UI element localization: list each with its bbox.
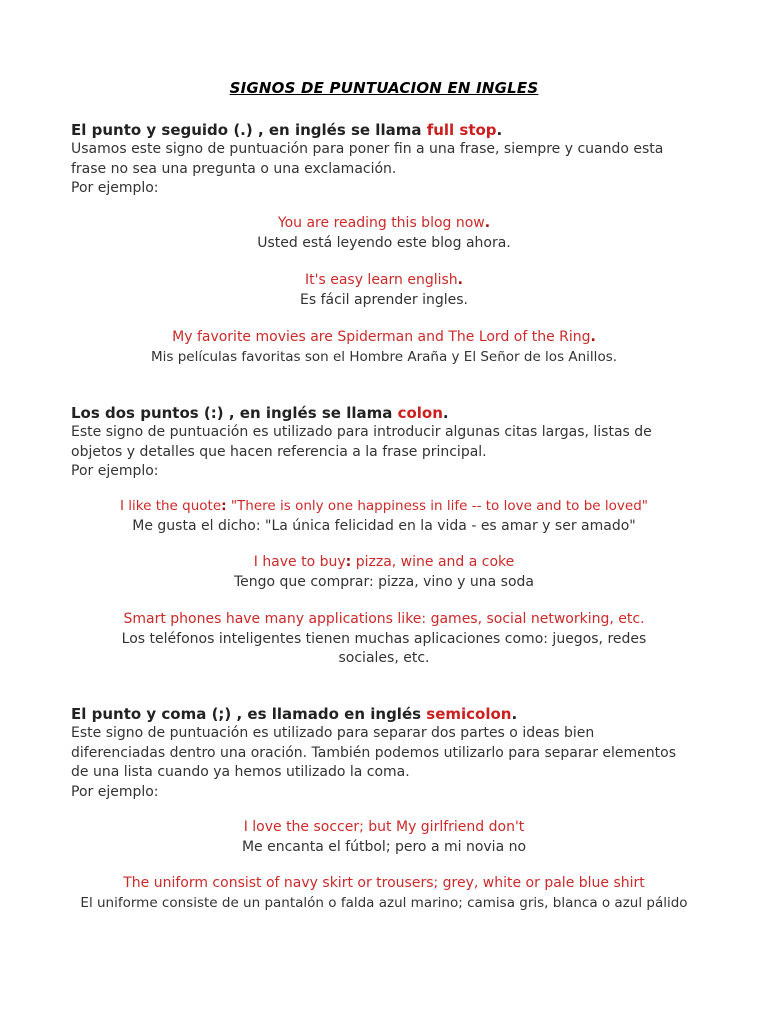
heading-text: El punto y coma (;) , es llamado en inglés — [71, 705, 427, 723]
example-block — [40, 497, 728, 536]
example-block — [40, 818, 728, 857]
heading-text: El punto y seguido (.) , en inglés se llama — [71, 121, 427, 139]
spanish-translation: Me encanta el fútbol; pero a mi novia no — [241, 838, 527, 855]
english-sentence: The uniform consist of navy skirt or trousers; grey, white or pale blue shirt — [123, 875, 645, 891]
english-sentence — [40, 497, 728, 517]
section-description: Usamos este signo de puntuación para poner fin a una frase, siempre y cuando esta frase no sea una pregunta o una exclamación. — [71, 141, 664, 177]
english-sentence: Smart phones have many applications like: games, social networking, etc. — [123, 611, 645, 627]
example-block — [90, 610, 678, 669]
punctuation-mark: . — [590, 329, 596, 345]
spanish-translation: Los teléfonos inteligentes tienen muchas aplicaciones como: juegos, redes sociales, etc. — [121, 630, 647, 666]
example-block — [80, 874, 688, 913]
example-block — [40, 271, 728, 310]
english-text: I have to buy — [253, 554, 346, 570]
section-semicolon — [71, 704, 691, 802]
heading-suffix: . — [496, 121, 503, 139]
spanish-translation: Mis películas favoritas son el Hombre Araña y El Señor de los Anillos. — [150, 348, 618, 365]
example-block — [40, 553, 728, 592]
punctuation-mark: . — [457, 272, 463, 288]
section-heading — [71, 403, 691, 423]
term-semicolon: semicolon — [426, 705, 512, 723]
example-label: Por ejemplo: — [71, 180, 159, 196]
spanish-translation: Me gusta el dicho: "La única felicidad en la vida - es amar y ser amado" — [132, 517, 636, 534]
english-text-continued: "There is only one happiness in life -- to love and to be loved" — [226, 498, 648, 514]
spanish-translation: Tengo que comprar: pizza, vino y una soda — [233, 573, 535, 590]
english-text: I like the quote — [120, 498, 222, 514]
example-block — [40, 328, 728, 367]
page-title: SIGNOS DE PUNTUACION EN INGLES — [229, 79, 539, 97]
section-heading — [71, 120, 691, 140]
english-text: It's easy learn english — [305, 272, 458, 288]
section-description: Este signo de puntuación es utilizado para introducir algunas citas largas, listas de objetos y detalles que hacen referencia a la frase principal. — [71, 424, 652, 460]
term-full-stop: full stop — [426, 121, 497, 139]
heading-suffix: . — [511, 705, 518, 723]
spanish-translation: El uniforme consiste de un pantalón o falda azul marino; camisa gris, blanca o azul pálido — [80, 894, 688, 911]
section-full-stop — [71, 120, 691, 199]
spanish-translation: Usted está leyendo este blog ahora. — [257, 234, 511, 251]
english-text: You are reading this blog now — [277, 215, 485, 231]
english-text: My favorite movies are Spiderman and The Lord of the Ring — [172, 329, 591, 345]
spanish-translation: Es fácil aprender ingles. — [299, 291, 469, 308]
section-description: Este signo de puntuación es utilizado para separar dos partes o ideas bien diferenciadas dentro una oración. También podemos utilizarlo para separar elementos de una lista cuando ya hemos utilizado la coma. — [71, 725, 676, 780]
punctuation-mark: : — [221, 498, 227, 514]
heading-text: Los dos puntos (:) , en inglés se llama — [71, 404, 398, 422]
punctuation-mark: . — [484, 215, 491, 231]
english-sentence — [40, 328, 728, 348]
section-colon — [71, 403, 691, 482]
example-label: Por ejemplo: — [71, 783, 159, 800]
english-sentence — [40, 553, 728, 573]
english-sentence — [40, 214, 728, 234]
english-sentence: I love the soccer; but My girlfriend don't — [243, 819, 525, 835]
heading-suffix: . — [442, 404, 449, 422]
example-label: Por ejemplo: — [71, 463, 159, 479]
english-text-continued: pizza, wine and a coke — [351, 554, 515, 570]
section-heading — [71, 704, 691, 724]
example-block — [40, 214, 728, 253]
punctuation-mark: : — [345, 554, 352, 570]
term-colon: colon — [397, 404, 443, 422]
english-sentence — [40, 271, 728, 291]
